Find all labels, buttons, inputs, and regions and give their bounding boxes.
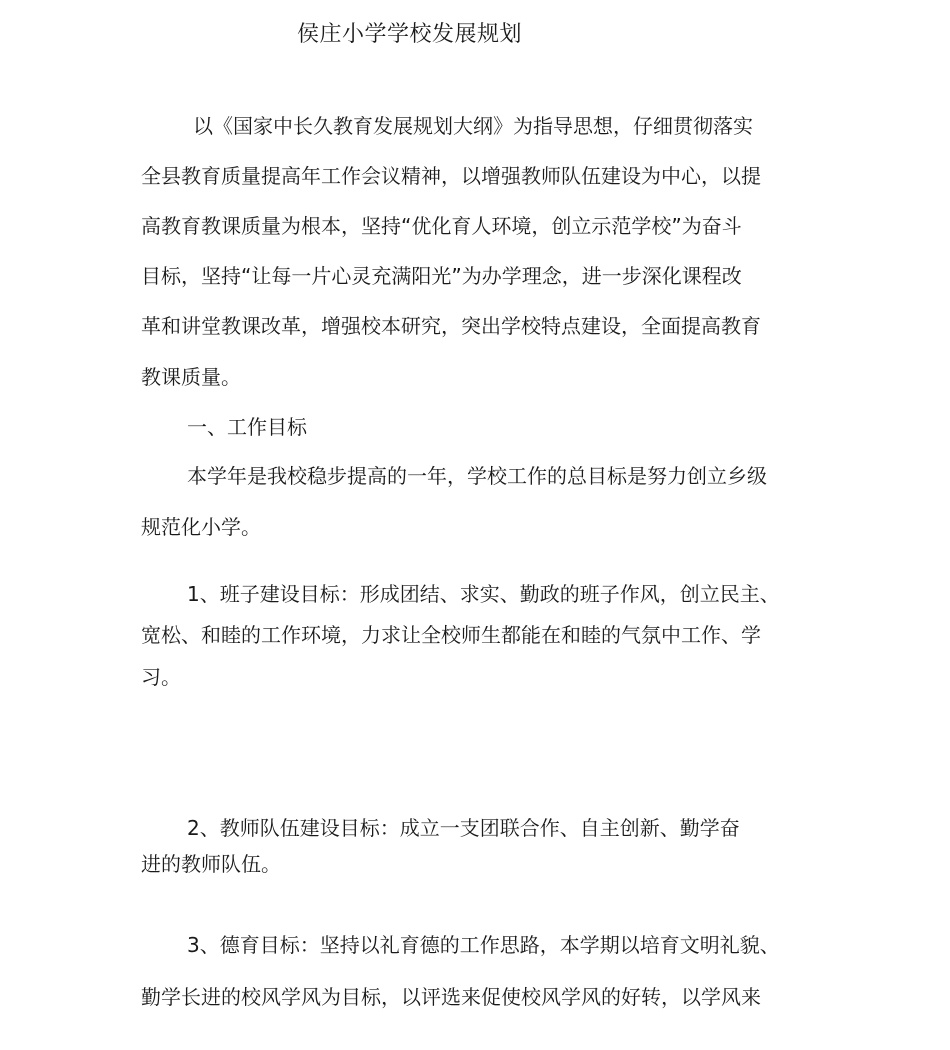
paragraph-line: 教课质量。 [141,365,241,389]
list-item-line: 3、德育目标：坚持以礼育德的工作思路，本学期以培育文明礼貌、 [187,933,780,957]
list-item-line: 进的教师队伍。 [141,852,281,876]
section-heading: 一、工作目标 [187,415,307,439]
list-item-line: 2、教师队伍建设目标：成立一支团联合作、自主创新、勤学奋 [187,816,740,840]
paragraph-line: 规范化小学。 [141,515,261,539]
list-item-line: 习。 [141,665,181,689]
paragraph-line: 全县教育质量提高年工作会议精神，以增强教师队伍建设为中心，以提 [141,164,761,188]
paragraph-line: 目标，坚持“让每一片心灵充满阳光”为办学理念，进一步深化课程改 [141,264,742,288]
paragraph-line: 革和讲堂教课改革，增强校本研究，突出学校特点建设，全面提高教育 [141,314,761,338]
paragraph-line: 高教育教课质量为根本，坚持“优化育人环境，创立示范学校”为奋斗 [141,214,742,238]
list-item-line: 勤学长进的校风学风为目标，以评选来促使校风学风的好转，以学风来 [141,985,761,1009]
list-item-line: 1、班子建设目标：形成团结、求实、勤政的班子作风，创立民主、 [187,582,780,606]
paragraph-line: 以《国家中长久教育发展规划大纲》为指导思想，仔细贯彻落实 [193,114,753,138]
list-item-line: 宽松、和睦的工作环境，力求让全校师生都能在和睦的气氛中工作、学 [141,623,761,647]
paragraph-line: 本学年是我校稳步提高的一年，学校工作的总目标是努力创立乡级 [187,464,767,488]
document-title: 侯庄小学学校发展规划 [297,22,523,47]
